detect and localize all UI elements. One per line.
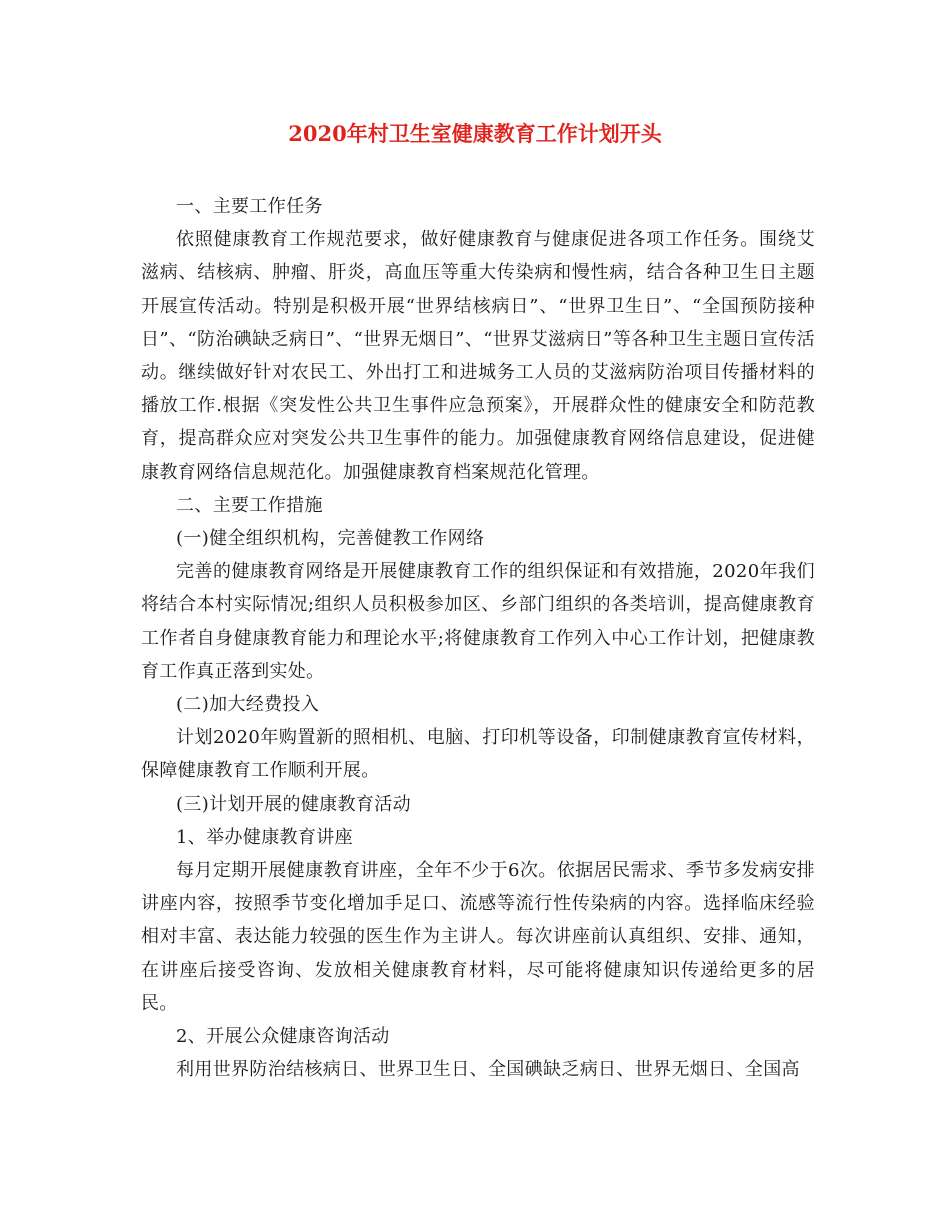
paragraph-lectures: 每月定期开展健康教育讲座，全年不少于6次。依据居民需求、季节多发病安排讲座内容，按照季节变化增加手足口、流感等流行性传染病的内容。选择临床经验相对丰富、表达能力较强的医生作为主讲人。每次讲座前认真组织、安排、通知，在讲座后接受咨询、发放相关健康教育材料，尽可能将健康知识传递给更多的居民。 (141, 860, 815, 1014)
document-body (141, 190, 815, 1086)
subheading-planned-activities: (三)计划开展的健康教育活动 (176, 793, 411, 815)
section-heading-main-measures: 二、主要工作措施 (176, 494, 323, 516)
section-heading-main-tasks: 一、主要工作任务 (176, 196, 323, 217)
paragraph-main-tasks: 依照健康教育工作规范要求，做好健康教育与健康促进各项工作任务。围绕艾滋病、结核病、肿瘤、肝炎，高血压等重大传染病和慢性病，结合各种卫生日主题开展宣传活动。特别是积极开展“世界结核病日”、“世界卫生日”、“全国预防接种日”、“防治碘缺乏病日”、“世界无烟日”、“世界艾滋病日”等各种卫生主题日宣传活动。继续做好针对农民工、外出打工和进城务工人员的艾滋病防治项目传播材料的播放工作.根据《突发性公共卫生事件应急预案》，开展群众性的健康安全和防范教育，提高群众应对突发公共卫生事件的能力。加强健康教育网络信息建设，促进健康教育网络信息规范化。加强健康教育档案规范化管理。 (141, 229, 815, 483)
item-heading-lectures: 1、举办健康教育讲座 (176, 826, 353, 848)
subheading-organization: (一)健全组织机构，完善健教工作网络 (176, 528, 485, 550)
paragraph-consultation: 利用世界防治结核病日、世界卫生日、全国碘缺乏病日、世界无烟日、全国高 (176, 1059, 800, 1081)
subheading-funding: (二)加大经费投入 (176, 694, 320, 716)
item-heading-consultation: 2、开展公众健康咨询活动 (176, 1026, 390, 1048)
document-title: 2020年村卫生室健康教育工作计划开头 (288, 121, 662, 146)
paragraph-organization: 完善的健康教育网络是开展健康教育工作的组织保证和有效措施，2020年我们将结合本村实际情况;组织人员积极参加区、乡部门组织的各类培训，提高健康教育工作者自身健康教育能力和理论水平;将健康教育工作列入中心工作计划，把健康教育工作真正落到实处。 (141, 561, 815, 682)
paragraph-funding: 计划2020年购置新的照相机、电脑、打印机等设备，印制健康教育宣传材料，保障健康教育工作顺利开展。 (141, 727, 815, 782)
